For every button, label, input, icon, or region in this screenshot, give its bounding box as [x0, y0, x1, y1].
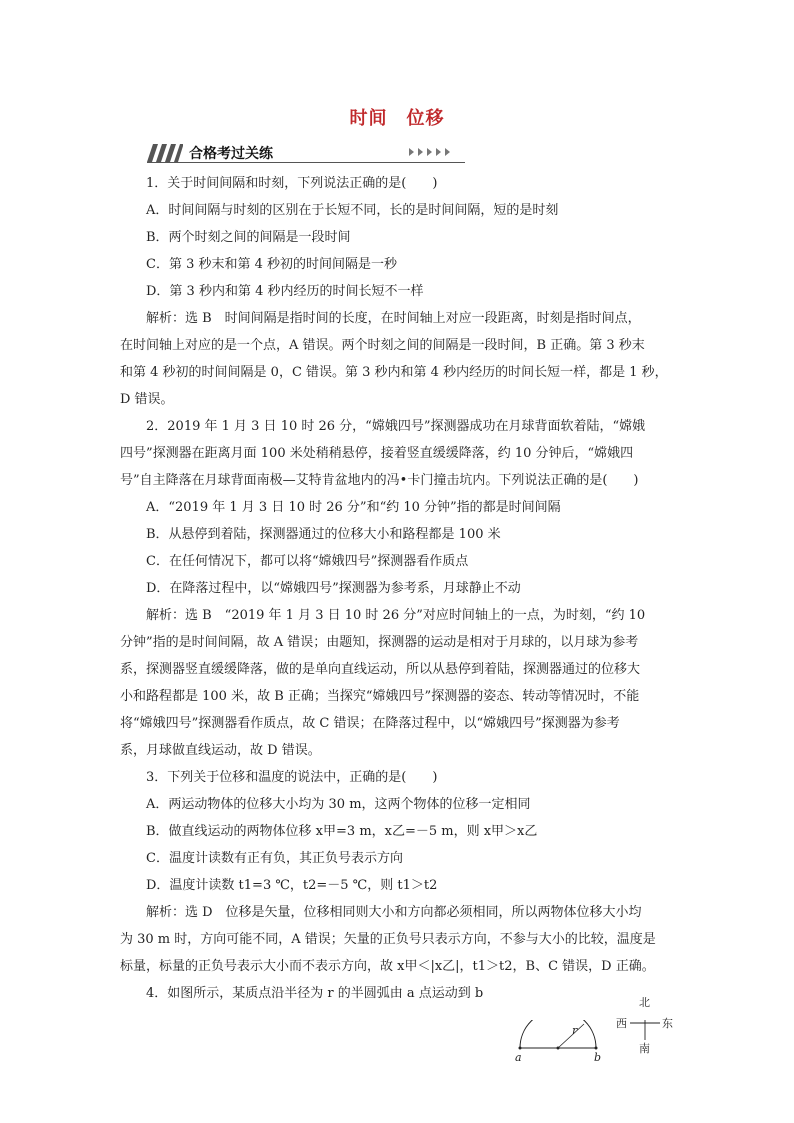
q3-analysis-line: 为 30 m 时，方向可能不同，A 错误；矢量的正负号只表示方向，不参与大小的比较，温度是: [120, 932, 656, 947]
banner-stripes-icon: [147, 144, 183, 162]
q3-option-c: C．温度计读数有正有负，其正负号表示方向: [146, 851, 403, 866]
semicircle-figure: [512, 996, 692, 1105]
q3-stem: 3．下列关于位移和温度的说法中，正确的是( ): [146, 770, 438, 785]
q1-option-b: B．两个时刻之间的间隔是一段时间: [146, 230, 351, 245]
q2-analysis-line: 小和路程都是 100 米，故 B 正确；当探究“嫦娥四号”探测器的姿态、转动等情况时，不能: [120, 689, 640, 704]
q1-analysis-line: 在时间轴上对应的是一个点，A 错误。两个时刻之间的间隔是一段时间，B 正确。第 3 秒末: [120, 338, 645, 353]
q1-stem: 1．关于时间间隔和时刻，下列说法正确的是( ): [146, 176, 438, 191]
q2-stem-line: 号”自主降落在月球背面南极—艾特肯盆地内的冯•卡门撞击坑内。下列说法正确的是( ): [120, 473, 639, 488]
q2-analysis-line: 系，探测器竖直缓缓降落，做的是单向直线运动，所以从悬停到着陆，探测器通过的位移大: [120, 662, 641, 677]
q3-option-a: A．两运动物体的位移大小均为 30 m，这两个物体的位移一定相同: [146, 797, 531, 812]
semicircle-diagram: [512, 1020, 692, 1105]
label-r: r: [572, 1024, 578, 1037]
q2-stem: 2．2019 年 1 月 3 日 10 时 26 分，“嫦娥四号”探测器成功在月球背面软着陆，“嫦娥: [146, 419, 646, 434]
label-a: a: [515, 1051, 522, 1064]
q1-option-d: D．第 3 秒内和第 4 秒内经历的时间长短不一样: [146, 284, 424, 299]
compass-west: 西: [616, 1017, 627, 1030]
q2-option-a: A．“2019 年 1 月 3 日 10 时 26 分”和“约 10 分钟”指的都是时间间隔: [146, 500, 561, 515]
q2-analysis-line: 分钟”指的是时间间隔，故 A 错误；由题知，探测器的运动是相对于月球的，以月球为参考: [120, 635, 639, 650]
q1-option-a: A．时间间隔与时刻的区别在于长短不同，长的是时间间隔，短的是时刻: [146, 203, 559, 218]
q2-option-b: B．从悬停到着陆，探测器通过的位移大小和路程都是 100 米: [146, 527, 501, 542]
q2-analysis-line: 系，月球做直线运动，故 D 错误。: [120, 743, 321, 758]
compass-north: 北: [639, 996, 650, 1009]
q1-option-c: C．第 3 秒末和第 4 秒初的时间间隔是一秒: [146, 257, 398, 272]
q2-option-c: C．在任何情况下，都可以将“嫦娥四号”探测器看作质点: [146, 554, 469, 569]
q2-stem-line: 四号”探测器在距离月面 100 米处稍稍悬停，接着竖直缓缓降落，约 10 分钟后，“嫦娥四: [120, 446, 634, 461]
section-banner: [147, 141, 465, 165]
q1-analysis-line: D 错误。: [120, 392, 174, 407]
page-title: 时间 位移: [349, 108, 445, 129]
compass-south: 南: [639, 1042, 650, 1055]
section-label: 合格考过关练: [189, 146, 273, 162]
q3-analysis-line: 解析：选 D 位移是矢量，位移相同则大小和方向都必须相同，所以两物体位移大小均: [146, 905, 642, 920]
q1-analysis-line: 解析：选 B 时间间隔是指时间的长度，在时间轴上对应一段距离，时刻是指时间点，: [146, 311, 641, 326]
q3-analysis-line: 标量，标量的正负号表示大小而不表示方向，故 x甲＜|x乙|，t1＞t2，B、C 错误，D 正确。: [120, 959, 655, 974]
q2-analysis-line: 解析：选 B “2019 年 1 月 3 日 10 时 26 分”对应时间轴上的一点，为时刻，“约 10: [146, 608, 646, 623]
q2-analysis-line: 将“嫦娥四号”探测器看作质点，故 C 错误；在降落过程中，以“嫦娥四号”探测器为参考: [120, 716, 620, 731]
q4-stem: 4．如图所示，某质点沿半径为 r 的半圆弧由 a 点运动到 b: [146, 986, 484, 1001]
q3-option-b: B．做直线运动的两物体位移 x甲=3 m，x乙=－5 m，则 x甲＞x乙: [146, 824, 538, 839]
q1-analysis-line: 和第 4 秒初的时间间隔是 0，C 错误。第 3 秒内和第 4 秒内经历的时间长短一样，都是 1 秒，: [120, 365, 668, 380]
label-b: b: [594, 1051, 602, 1064]
q2-option-d: D．在降落过程中，以“嫦娥四号”探测器为参考系，月球静止不动: [146, 581, 521, 596]
compass-east: 东: [662, 1017, 673, 1030]
arrows-icon: [409, 147, 453, 157]
q3-option-d: D．温度计读数 t1=3 ℃，t2=－5 ℃，则 t1＞t2: [146, 878, 438, 893]
banner-underline: [147, 162, 465, 163]
